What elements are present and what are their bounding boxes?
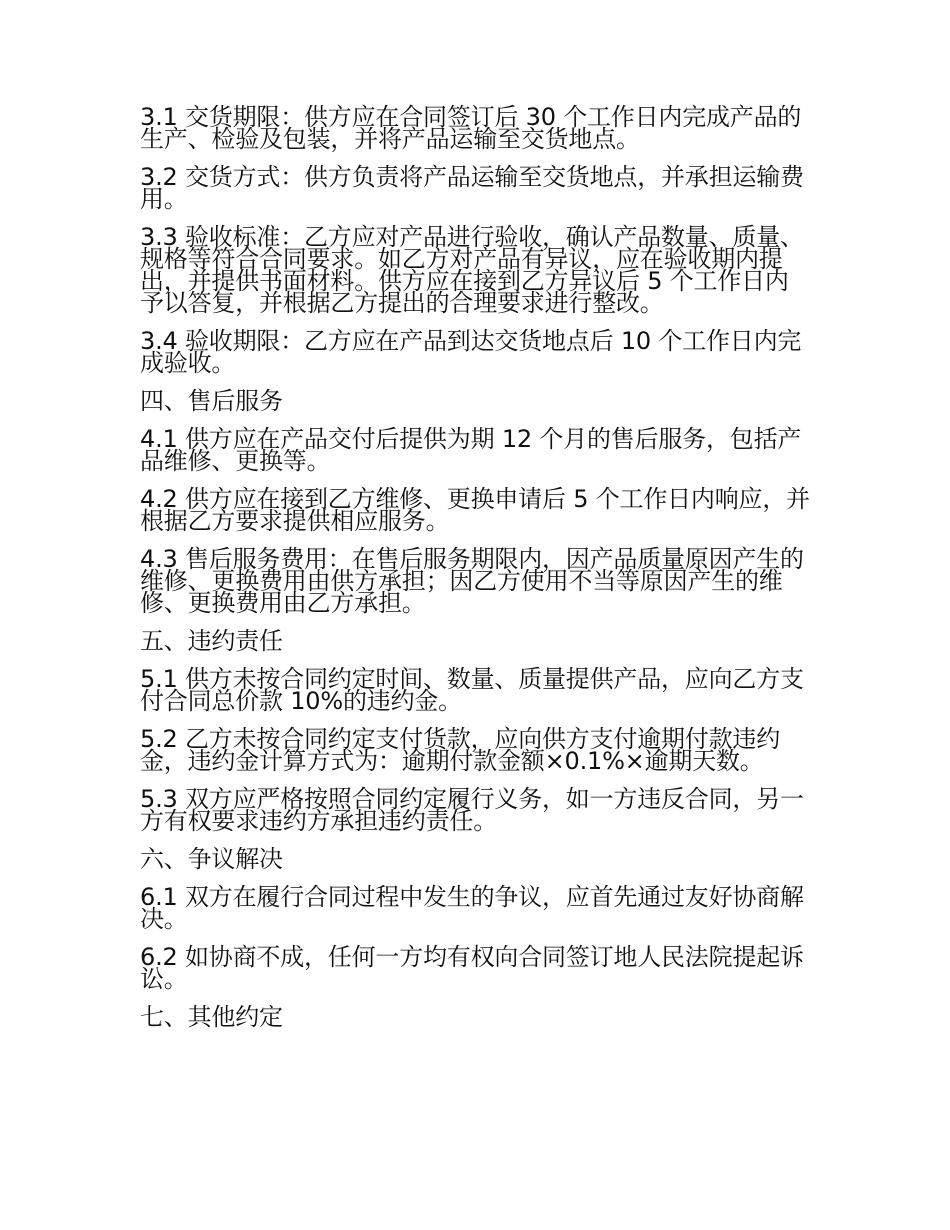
section-heading-after-sales: 四、售后服务 [140, 387, 283, 415]
clause-6-2: 6.2 如协商不成，任何一方均有权向合同签订地人民法院提起诉讼。 [140, 943, 804, 993]
clause-3-2: 3.2 交货方式：供方负责将产品运输至交货地点，并承担运输费用。 [140, 163, 804, 213]
clause-4-2: 4.2 供方应在接到乙方维修、更换申请后 5 个工作日内响应，并根据乙方要求提供相应服务。 [140, 485, 810, 535]
clause-6-1: 6.1 双方在履行合同过程中发生的争议，应首先通过友好协商解决。 [140, 883, 804, 933]
clause-5-1: 5.1 供方未按合同约定时间、数量、质量提供产品，应向乙方支付合同总价款 10%的违约金。 [140, 665, 804, 715]
clause-4-3: 4.3 售后服务费用：在售后服务期限内，因产品质量原因产生的维修、更换费用由供方承担；因乙方使用不当等原因产生的维修、更换费用由乙方承担。 [140, 545, 804, 617]
clause-5-3: 5.3 双方应严格按照合同约定履行义务，如一方违反合同，另一方有权要求违约方承担违约责任。 [140, 785, 804, 835]
section-heading-dispute: 六、争议解决 [140, 845, 283, 873]
section-heading-breach: 五、违约责任 [140, 627, 283, 655]
clause-3-3: 3.3 验收标准：乙方应对产品进行验收，确认产品数量、质量、规格等符合合同要求。如乙方对产品有异议，应在验收期内提出，并提供书面材料。供方应在接到乙方异议后 5 个工作日内予以答复，并根据乙方提出的合理要求进行整改。 [140, 223, 804, 317]
clause-3-1: 3.1 交货期限：供方应在合同签订后 30 个工作日内完成产品的生产、检验及包装，并将产品运输至交货地点。 [140, 103, 802, 153]
document-page [140, 103, 812, 1044]
clause-4-1: 4.1 供方应在产品交付后提供为期 12 个月的售后服务，包括产品维修、更换等。 [140, 425, 802, 475]
section-heading-other: 七、其他约定 [140, 1003, 283, 1031]
clause-3-4: 3.4 验收期限：乙方应在产品到达交货地点后 10 个工作日内完成验收。 [140, 327, 802, 377]
clause-5-2: 5.2 乙方未按合同约定支付货款，应向供方支付逾期付款违约金，违约金计算方式为：逾期付款金额×0.1%×逾期天数。 [140, 725, 780, 775]
